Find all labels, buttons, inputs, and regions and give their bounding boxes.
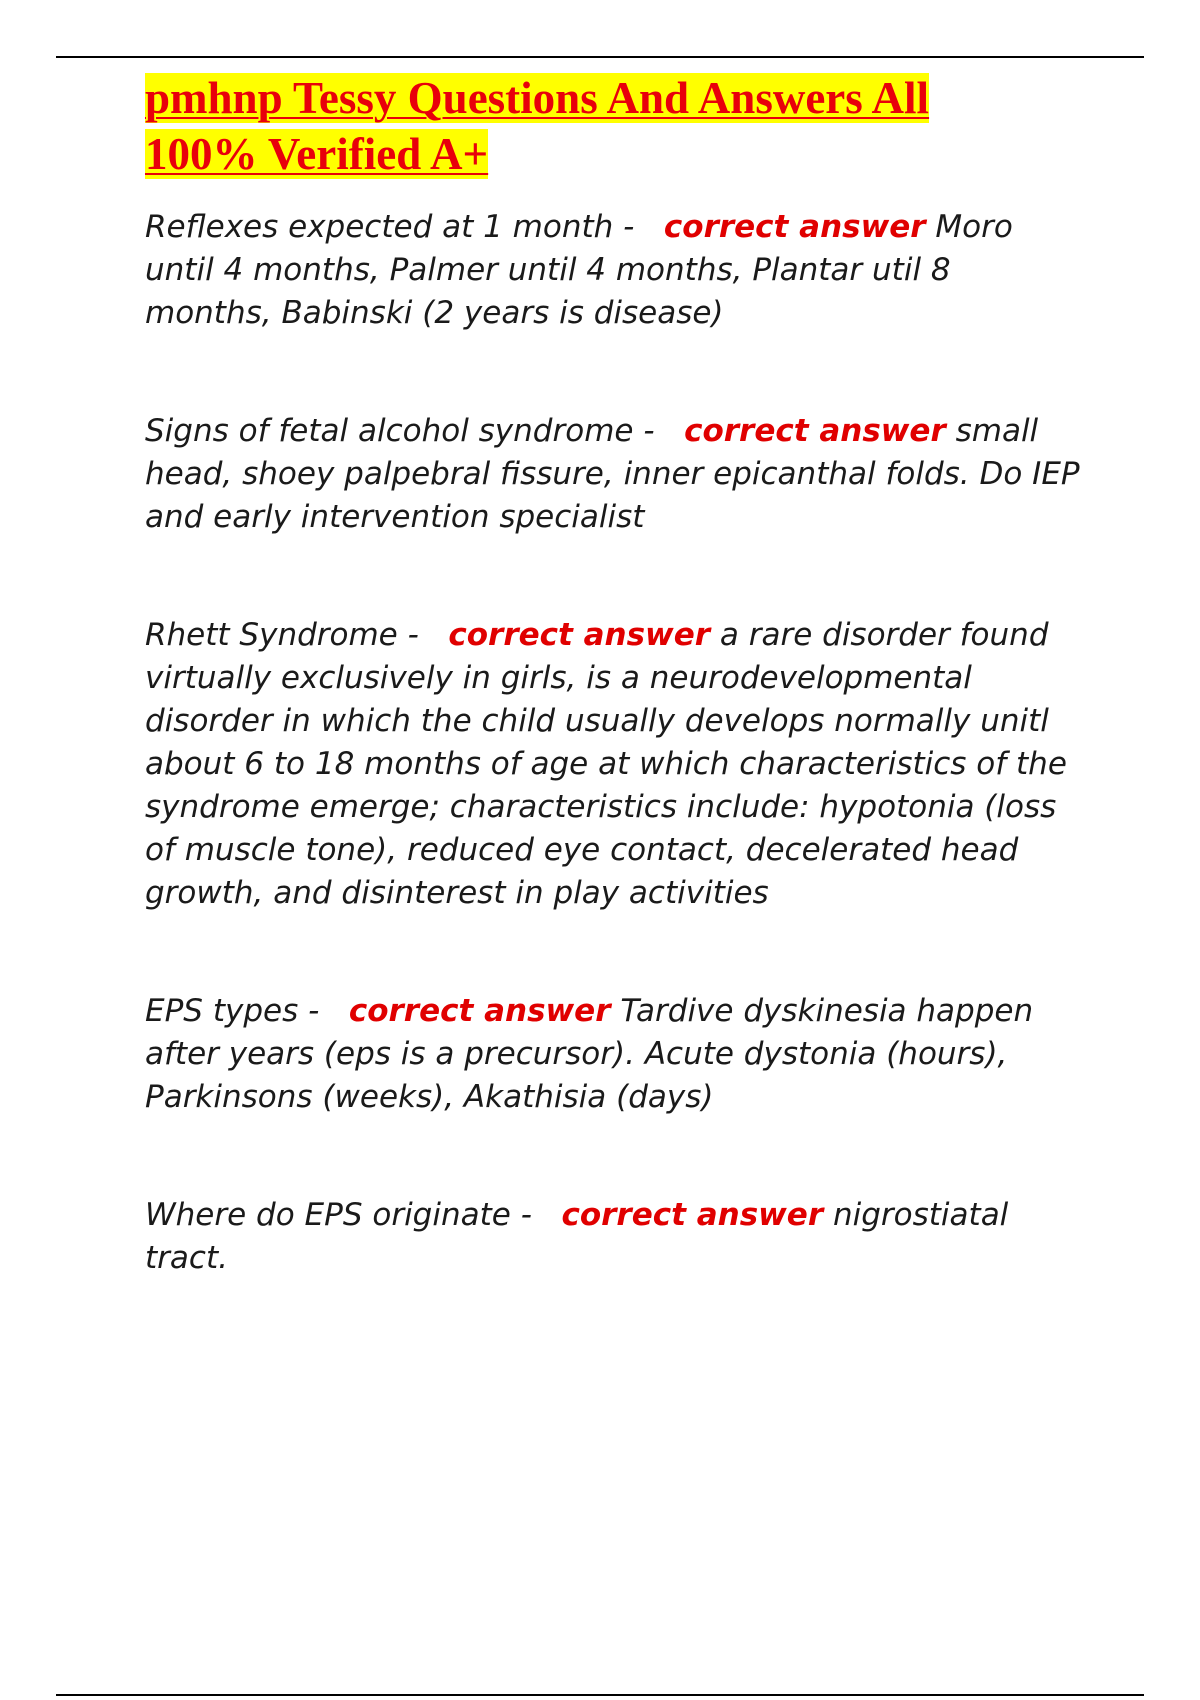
qa-item-rhett-syndrome <box>145 614 1085 915</box>
question-text: Reflexes expected at 1 month - <box>145 209 635 245</box>
bottom-rule <box>56 1694 1144 1696</box>
answer-text: a rare disorder found virtually exclusively in girls, is a neurodevelopmental disorder in which the child usually develops normally unitl about 6 to 18 months of age at which characteristics of the syndrome emerge; characteristics include: hypotonia (loss of muscle tone), reduced eye contact, decelerated head growth, and disinterest in play activities <box>145 617 1067 911</box>
title-line-2: 100% Verified A+ <box>145 129 489 179</box>
correct-answer-label: correct answer <box>663 209 926 245</box>
correct-answer-label: correct answer <box>448 617 711 653</box>
question-text: Rhett Syndrome - <box>145 617 419 653</box>
question-text: EPS types - <box>145 993 320 1029</box>
qa-item-eps-origin <box>145 1194 1085 1280</box>
qa-item-eps-types <box>145 990 1085 1119</box>
document-title <box>145 70 1085 182</box>
answer-text: Moro until 4 months, Palmer until 4 months, Plantar util 8 months, Babinski (2 years is disease) <box>145 209 1013 331</box>
correct-answer-label: correct answer <box>561 1197 824 1233</box>
title-line-1: pmhnp Tessy Questions And Answers All <box>145 73 930 123</box>
question-text: Where do EPS originate - <box>145 1197 532 1233</box>
answer-text: Tardive dyskinesia happen after years (eps is a precursor). Acute dystonia (hours), Parkinsons (weeks), Akathisia (days) <box>145 993 1034 1115</box>
answer-text: small head, shoey palpebral fissure, inner epicanthal folds. Do IEP and early intervention specialist <box>145 413 1080 535</box>
top-rule <box>56 56 1144 58</box>
correct-answer-label: correct answer <box>348 993 611 1029</box>
question-text: Signs of fetal alcohol syndrome - <box>145 413 655 449</box>
document-content <box>145 70 1085 1280</box>
correct-answer-label: correct answer <box>684 413 946 449</box>
answer-text: nigrostiatal tract. <box>145 1197 1009 1276</box>
qa-item-fetal-alcohol <box>145 410 1085 539</box>
qa-item-reflexes <box>145 206 1085 335</box>
